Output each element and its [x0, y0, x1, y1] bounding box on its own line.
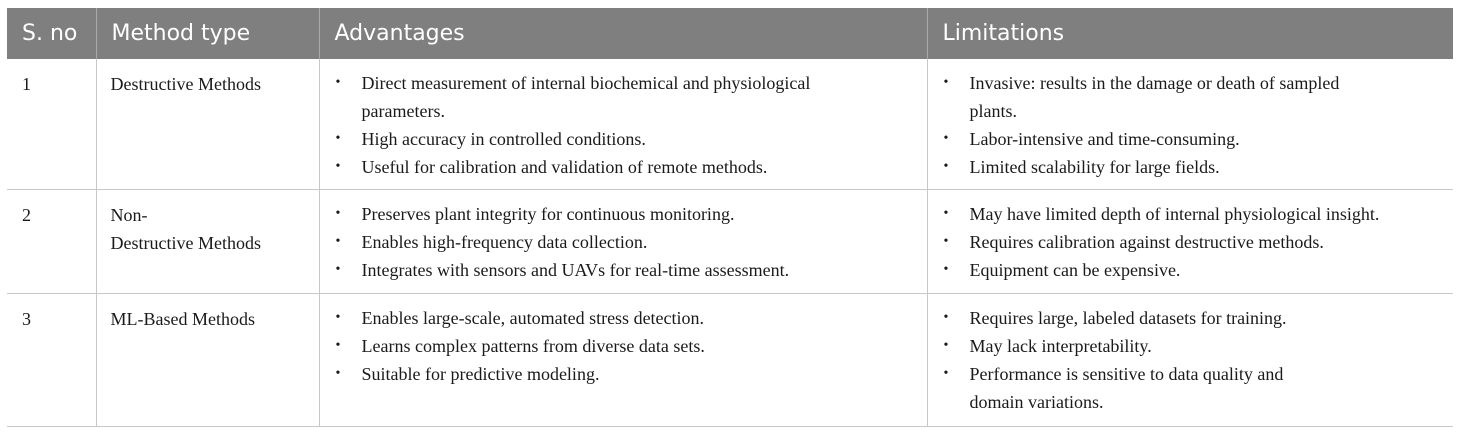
- cell-advantages: [319, 59, 927, 189]
- list-item-line: Limited scalability for large fields.: [969, 157, 1220, 177]
- bullet-icon: •: [943, 131, 949, 146]
- bullet-icon: •: [943, 261, 949, 277]
- method-line: Destructive Methods: [110, 232, 261, 253]
- methods-comparison-table: [7, 8, 1453, 427]
- list-item: [334, 360, 919, 388]
- bullet-icon: •: [335, 337, 341, 353]
- list-item: [942, 228, 1446, 256]
- list-item: [334, 304, 919, 332]
- advantages-list: [334, 200, 919, 284]
- method-line: Non-: [110, 204, 148, 225]
- list-item: [334, 69, 919, 125]
- list-item: [942, 153, 1446, 181]
- bullet-icon: •: [335, 205, 341, 221]
- limitations-list: [942, 69, 1446, 181]
- cell-method-type: [96, 189, 319, 293]
- header-sno: S. no: [7, 8, 96, 59]
- list-item: [942, 200, 1446, 228]
- cell-limitations: [927, 293, 1453, 426]
- header-limitations: Limitations: [927, 8, 1453, 59]
- list-item: [334, 200, 919, 228]
- method-line: ML-Based Methods: [110, 308, 255, 329]
- bullet-icon: •: [943, 337, 949, 353]
- bullet-icon: •: [943, 159, 949, 174]
- list-item-line: Learns complex patterns from diverse data sets.: [361, 335, 705, 356]
- cell-method-type: [96, 59, 319, 189]
- bullet-icon: •: [335, 131, 341, 146]
- bullet-icon: •: [335, 75, 341, 90]
- bullet-icon: •: [335, 365, 341, 381]
- cell-sno: 1: [7, 59, 96, 189]
- bullet-icon: •: [943, 365, 949, 381]
- bullet-icon: •: [943, 309, 949, 325]
- list-item-line: Direct measurement of internal biochemical and physiological: [361, 73, 811, 93]
- list-item-line: Labor-intensive and time-consuming.: [969, 129, 1240, 149]
- list-item-line: plants.: [969, 101, 1017, 121]
- table-row: [7, 59, 1453, 189]
- bullet-icon: •: [943, 75, 949, 90]
- cell-limitations: [927, 189, 1453, 293]
- list-item: [942, 256, 1446, 284]
- list-item: [334, 153, 919, 181]
- list-item: [334, 256, 919, 284]
- limitations-list: [942, 304, 1446, 416]
- bullet-icon: •: [335, 233, 341, 249]
- list-item-line: Integrates with sensors and UAVs for real-time assessment.: [361, 259, 790, 280]
- list-item: [942, 304, 1446, 332]
- cell-limitations: [927, 59, 1453, 189]
- list-item-line: Suitable for predictive modeling.: [361, 363, 600, 384]
- table-row: [7, 293, 1453, 426]
- list-item-line: Requires calibration against destructive methods.: [969, 231, 1324, 252]
- list-item: [942, 69, 1446, 125]
- list-item-line: May lack interpretability.: [969, 335, 1152, 356]
- list-item-line: Requires large, labeled datasets for training.: [969, 307, 1287, 328]
- table-row: [7, 189, 1453, 293]
- table-body: [7, 59, 1453, 426]
- table-header-row: [7, 8, 1453, 59]
- bullet-icon: •: [335, 159, 341, 174]
- header-advantages: Advantages: [319, 8, 927, 59]
- list-item: [942, 360, 1446, 416]
- list-item-line: Invasive: results in the damage or death of sampled: [969, 73, 1340, 93]
- list-item: [942, 125, 1446, 153]
- list-item-line: Performance is sensitive to data quality and: [969, 363, 1284, 384]
- bullet-icon: •: [943, 233, 949, 249]
- list-item-line: domain variations.: [969, 391, 1104, 412]
- advantages-list: [334, 304, 919, 388]
- list-item: [334, 125, 919, 153]
- bullet-icon: •: [335, 261, 341, 277]
- list-item-line: May have limited depth of internal physiological insight.: [969, 203, 1380, 224]
- list-item-line: Enables large-scale, automated stress detection.: [361, 307, 705, 328]
- list-item: [334, 332, 919, 360]
- method-line: Destructive Methods: [110, 74, 261, 94]
- bullet-icon: •: [335, 309, 341, 325]
- list-item-line: Preserves plant integrity for continuous monitoring.: [361, 203, 735, 224]
- cell-advantages: [319, 293, 927, 426]
- bullet-icon: •: [943, 205, 949, 221]
- cell-method-type: [96, 293, 319, 426]
- cell-advantages: [319, 189, 927, 293]
- list-item-line: Equipment can be expensive.: [969, 259, 1181, 280]
- list-item: [334, 228, 919, 256]
- list-item-line: Useful for calibration and validation of remote methods.: [361, 157, 768, 177]
- limitations-list: [942, 200, 1446, 284]
- list-item-line: Enables high-frequency data collection.: [361, 231, 648, 252]
- comparison-table-container: [7, 8, 1453, 427]
- header-method-type: Method type: [96, 8, 319, 59]
- list-item-line: High accuracy in controlled conditions.: [361, 129, 646, 149]
- cell-sno: 2: [7, 189, 96, 293]
- list-item-line: parameters.: [361, 101, 445, 121]
- cell-sno: 3: [7, 293, 96, 426]
- list-item: [942, 332, 1446, 360]
- advantages-list: [334, 69, 919, 181]
